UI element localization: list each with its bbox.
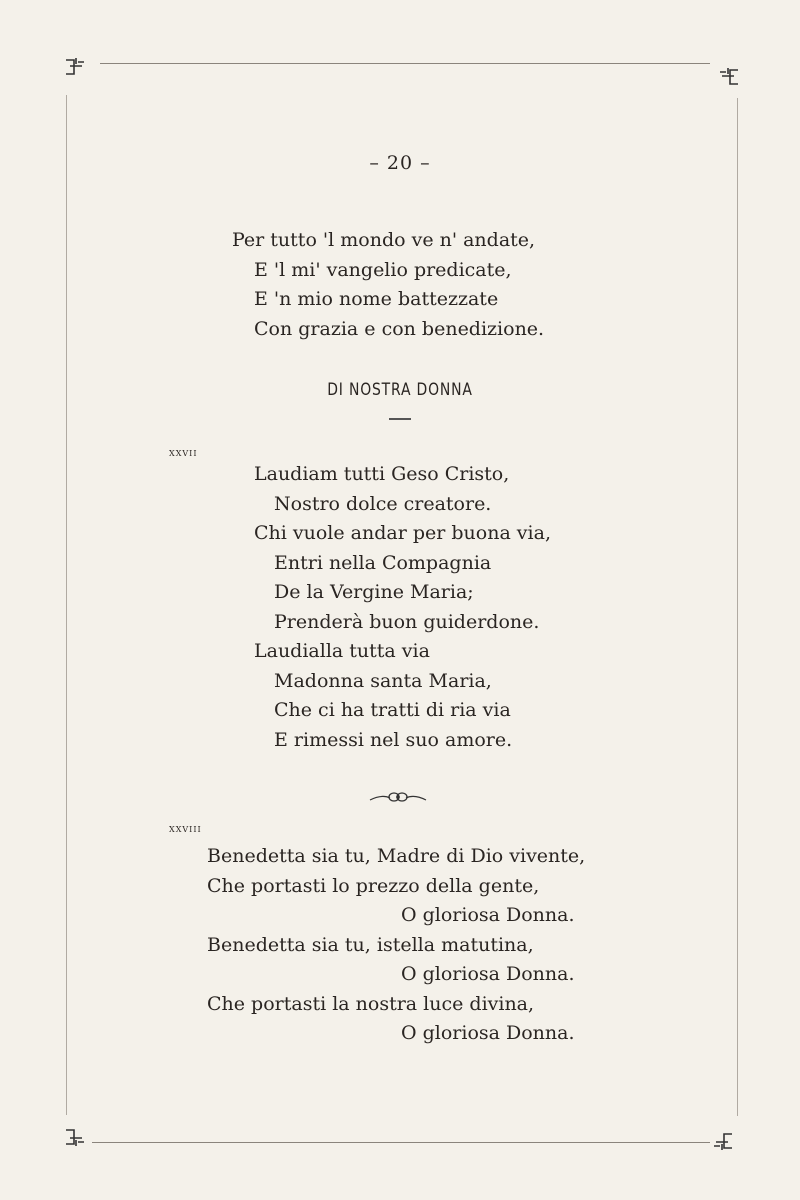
verse-line: Chi vuole andar per buona via, <box>254 522 551 544</box>
stanza-continued <box>232 226 544 344</box>
verse-line: Con grazia e con benedizione. <box>254 317 545 340</box>
poem-28 <box>207 842 585 1049</box>
corner-ornament-bottom-right-icon <box>710 1128 736 1154</box>
verse-line: Entri nella Compagnia <box>274 551 492 574</box>
verse-line: Che portasti la nostra luce divina, <box>207 992 535 1015</box>
verse-line: E rimessi nel suo amore. <box>274 728 513 751</box>
verse-line: De la Vergine Maria; <box>274 581 474 603</box>
frame-bottom-rule <box>92 1142 710 1143</box>
verse-line: E 'n mio nome battezzate <box>254 288 499 310</box>
section-title: DI NOSTRA DONNA <box>327 380 473 400</box>
refrain-line: O gloriosa Donna. <box>401 1022 575 1044</box>
verse-line: Laudiam tutti Geso Cristo, <box>254 463 510 485</box>
frame-top-rule <box>100 63 710 64</box>
verse-line: Benedetta sia tu, istella matutina, <box>207 933 534 956</box>
corner-ornament-bottom-left-icon <box>62 1124 88 1150</box>
floral-divider-icon <box>368 786 428 808</box>
verse-line: Nostro dolce creatore. <box>274 492 492 515</box>
verse-line: Per tutto 'l mondo ve n' andate, <box>232 229 536 251</box>
frame-right-rule <box>737 98 738 1116</box>
refrain-line: O gloriosa Donna. <box>401 904 575 926</box>
frame-left-rule <box>66 95 67 1115</box>
verse-line: Che ci ha tratti di ria via <box>274 699 511 721</box>
refrain-line: O gloriosa Donna. <box>401 963 575 985</box>
verse-line: Benedetta sia tu, Madre di Dio vivente, <box>207 845 586 867</box>
poem-27 <box>254 460 551 755</box>
page-number: – 20 – <box>369 152 431 174</box>
verse-line: Che portasti lo prezzo della gente, <box>207 874 540 897</box>
poem-number: xxviii <box>169 822 202 835</box>
verse-line: E 'l mi' vangelio predicate, <box>254 258 512 281</box>
corner-ornament-top-right-icon <box>716 64 742 90</box>
poem-number: xxvii <box>169 446 198 459</box>
verse-line: Madonna santa Maria, <box>274 669 492 692</box>
verse-line: Prenderà buon guiderdone. <box>274 610 540 633</box>
corner-ornament-top-left-icon <box>62 54 88 80</box>
title-divider <box>389 418 411 420</box>
verse-line: Laudialla tutta via <box>254 640 430 662</box>
